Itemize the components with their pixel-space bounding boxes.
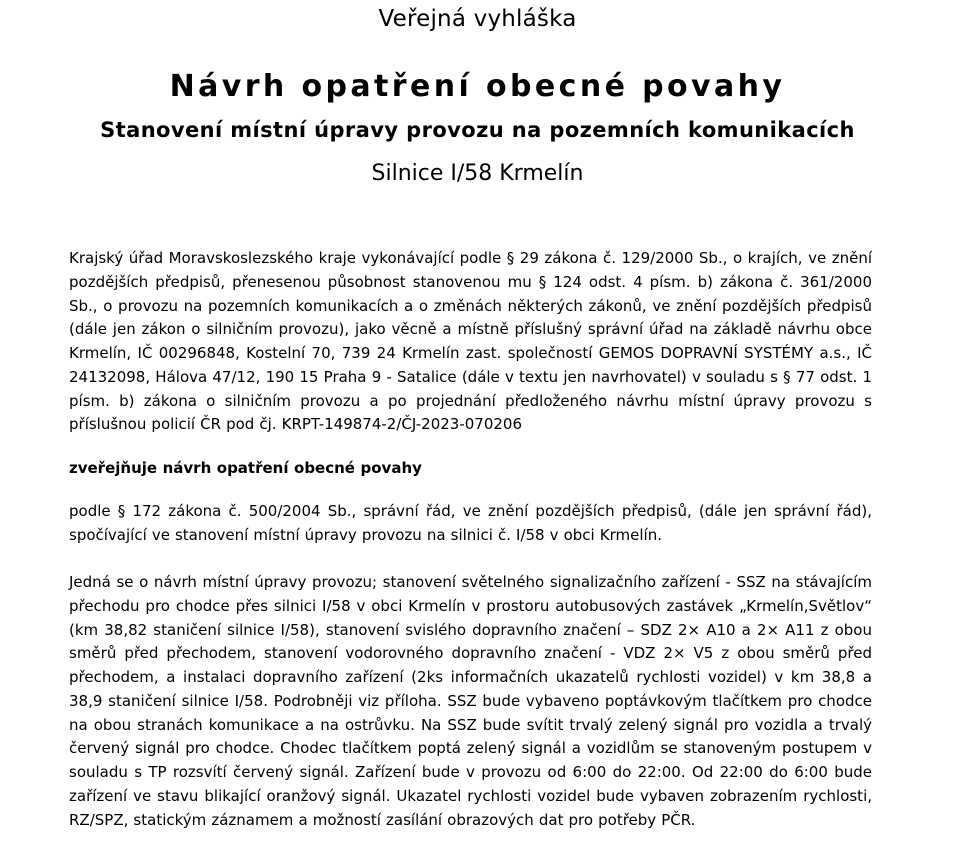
public-notice-label: Veřejná vyhláška [378, 6, 577, 32]
document-title: Návrh opatření obecné povahy [169, 69, 786, 104]
description-paragraph: Jedná se o návrh místní úpravy provozu; stanovení světelného signalizačního zařízení - SSZ na stávajícím přechodu pro chodce přes silnici I/58 v obci Krmelín v prostoru autobusových zastávek „Krmelín,Světlov“ (km 38,82 staničení silnice I/58), stanovení svislého dopravního značení – SDZ 2× A10 a 2× A11 z obou směrů před přechodem, stanovení vodorovného dopravního značení - VDZ 2× V5 z obou směrů před přechodem, a instalaci dopravního zařízení (2ks informačních ukazatelů rychlosti vozidel) v km 38,8 a 38,9 staničení silnice I/58. Podrobněji viz příloha. SSZ bude vybaveno poptávkovým tlačítkem pro chodce na obou stranách komunikace a na ostrůvku. Na SSZ bude svítit trvalý zelený signál pro vozidla a trvalý červený signál pro chodce. Chodec tlačítkem poptá zelený signál a vozidlům se stanoveným postupem v souladu s TP rozsvítí červený signál. Zařízení bude v provozu od 6:00 do 22:00. Od 22:00 do 6:00 bude zařízení ve stavu blikající oranžový signál. Ukazatel rychlosti vozidel bude vybaven zobrazením rychlosti, RZ/SPZ, statickým záznamem a možností zasílání obrazových dat pro potřeby PČR. [69, 573, 872, 829]
document-subtitle: Stanovení místní úpravy provozu na pozemních komunikacích [100, 118, 855, 142]
intro-paragraph: Krajský úřad Moravskoslezského kraje vykonávající podle § 29 zákona č. 129/2000 Sb., o krajích, ve znění pozdějších předpisů, přenesenou působnost stanovenou mu § 124 odst. 4 písm. b) zákona č. 361/2000 Sb., o provozu na pozemních komunikacích a o změnách některých zákonů, ve znění pozdějších předpisů (dále jen zákon o silničním provozu), jako věcně a místně příslušný správní úřad na základě návrhu obce Krmelín, IČ 00296848, Kostelní 70, 739 24 Krmelín zast. společností GEMOS DOPRAVNÍ SYSTÉMY a.s., IČ 24132098, Hálova 47/12, 190 15 Praha 9 - Satalice (dále v textu jen navrhovatel) v souladu s § 77 odst. 1 písm. b) zákona o silničním provozu a po projednání předloženého návrhu místní úpravy provozu s příslušnou policií ČR pod čj. KRPT-149874-2/ČJ-2023-070206 [69, 249, 872, 434]
road-location: Silnice I/58 Krmelín [371, 161, 584, 186]
announcement-heading: zveřejňuje návrh opatření obecné povahy [69, 459, 422, 477]
legal-basis-paragraph: podle § 172 zákona č. 500/2004 Sb., správní řád, ve znění pozdějších předpisů, (dále jen správní řád), spočívající ve stanovení místní úpravy provozu na silnici č. I/58 v obci Krmelín. [69, 502, 872, 544]
